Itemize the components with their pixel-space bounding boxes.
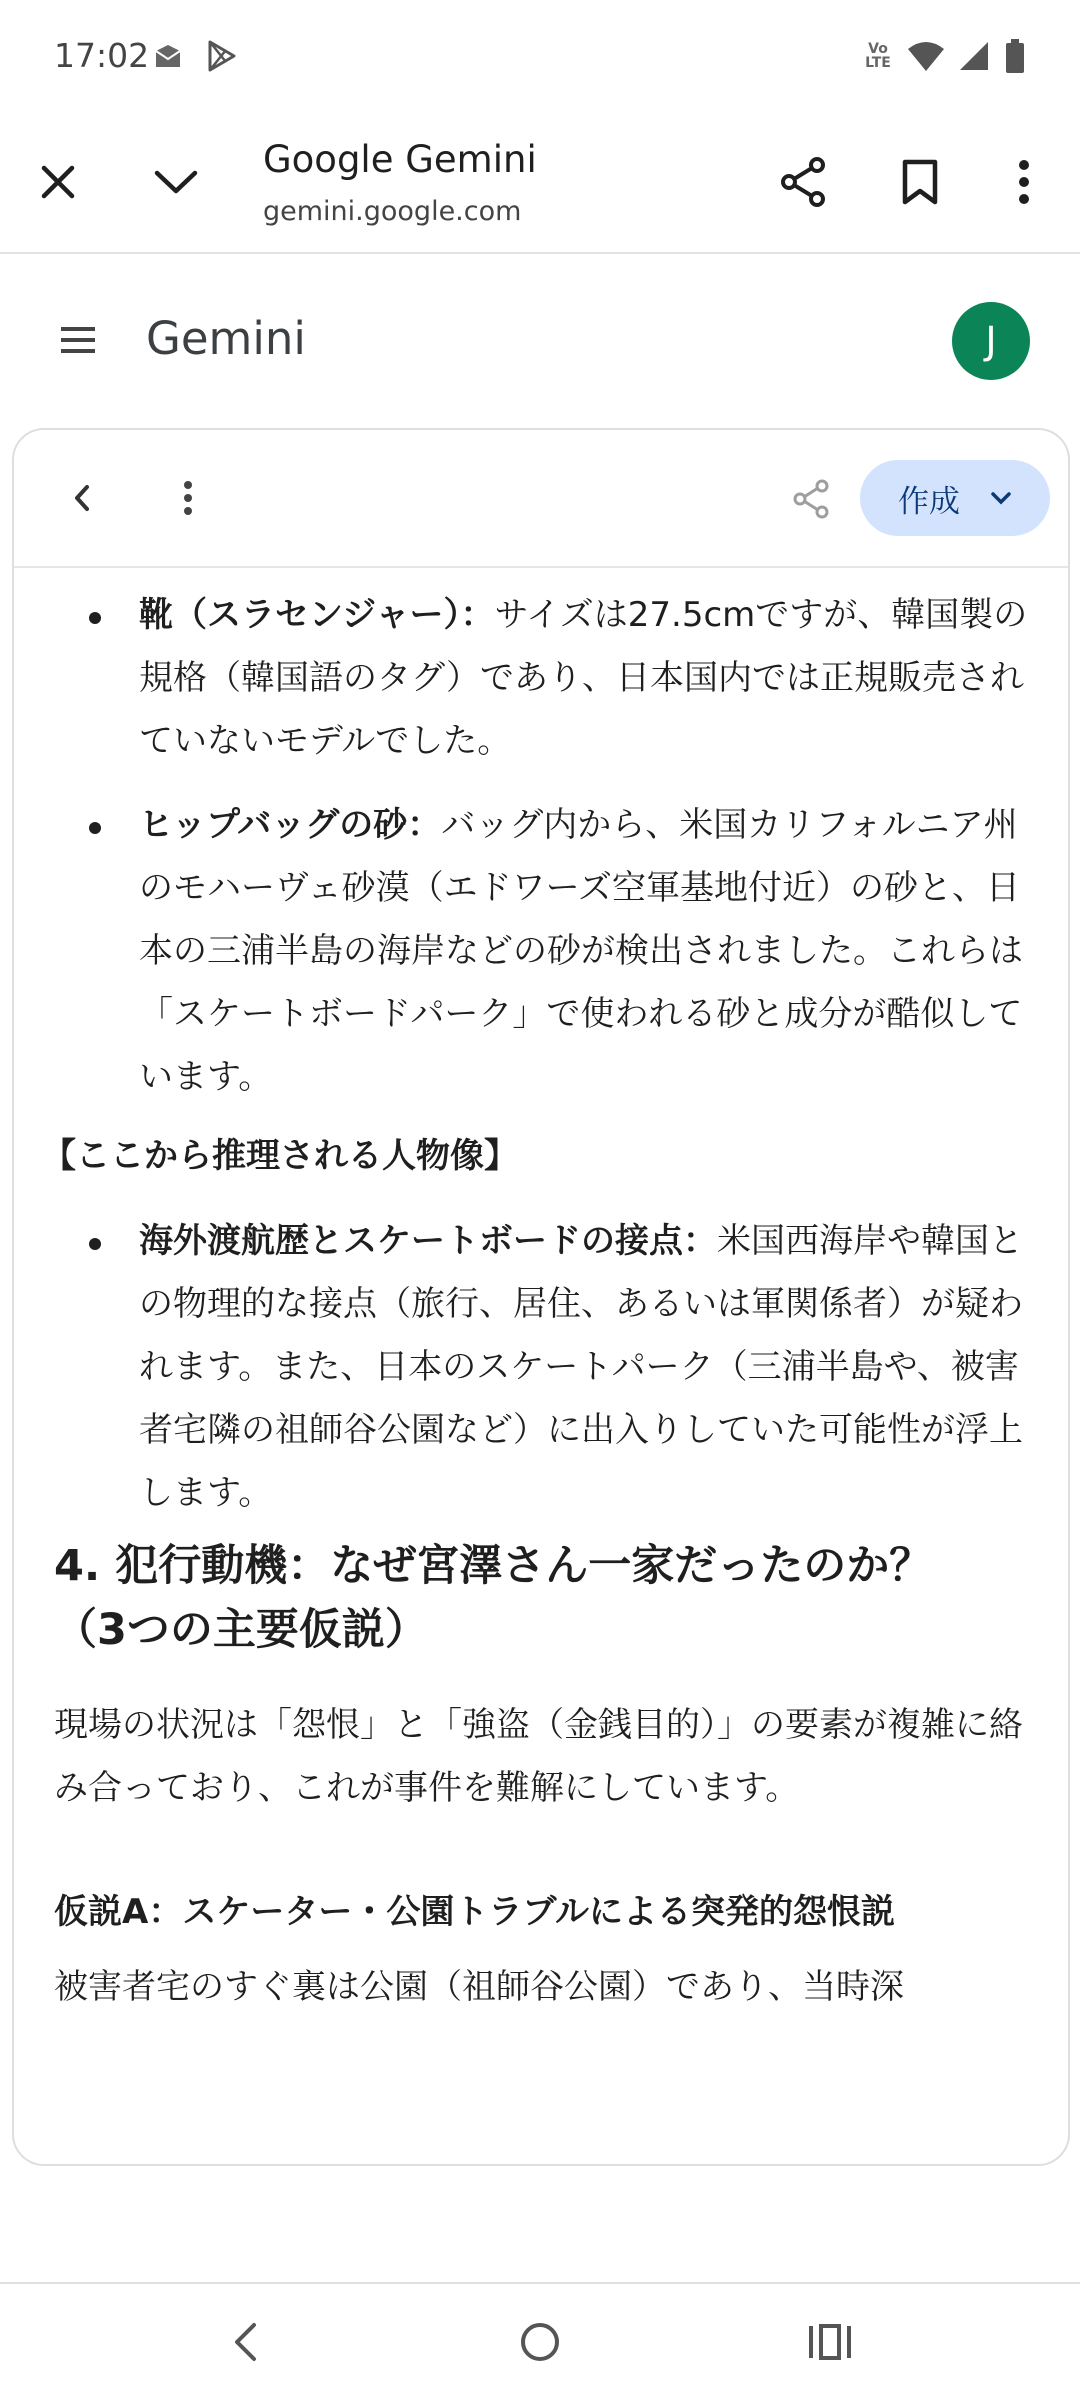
volte-icon: [858, 36, 898, 76]
nav-back-button[interactable]: [190, 2302, 300, 2382]
card-toolbar: [14, 430, 1068, 568]
more-vert-icon: [183, 481, 193, 515]
list-item-title: 海外渡航歴とスケートボードの接点：: [139, 1221, 717, 1261]
home-icon: [518, 2320, 562, 2364]
share-icon: [779, 156, 827, 208]
play-store-icon: [202, 36, 242, 76]
profile-heading: 【ここから推理される人物像】: [42, 1136, 518, 1176]
hypothesis-paragraph: 被害者宅のすぐ裏は公園（祖師谷公園）であり、当時深: [54, 1967, 904, 2007]
chevron-down-icon: [153, 167, 199, 197]
bookmark-button[interactable]: [872, 134, 968, 230]
nav-home-button[interactable]: [485, 2302, 595, 2382]
app-title: Gemini: [146, 312, 306, 365]
chevron-down-icon: [990, 491, 1012, 505]
bookmark-icon: [901, 159, 939, 205]
nav-recents-button[interactable]: [775, 2302, 885, 2382]
section-heading: 4. 犯行動機：なぜ宮澤さん一家だったのか？（3つの主要仮説）: [54, 1541, 933, 1655]
list-item-title: 靴（スラセンジャー）：: [139, 595, 495, 635]
card-share-button[interactable]: [786, 474, 836, 524]
close-tab-button[interactable]: [10, 134, 106, 230]
list-item-text: サイズは27.5cmですが、韓国製の規格（韓国語のタグ）であり、日本国内では正規販売されていないモデルでした。: [139, 595, 1028, 761]
recents-icon: [807, 2322, 853, 2362]
list-item: [139, 584, 1039, 773]
more-options-button[interactable]: [976, 134, 1072, 230]
share-button[interactable]: [755, 134, 851, 230]
create-label: 作成: [898, 483, 960, 520]
status-bar: [0, 0, 1080, 112]
list-item: [139, 794, 1039, 1109]
site-url[interactable]: gemini.google.com: [263, 196, 522, 227]
system-nav-bar: [0, 2282, 1080, 2402]
minimize-tab-button[interactable]: [128, 134, 224, 230]
share-icon: [792, 479, 830, 519]
section-paragraph: 現場の状況は「怨恨」と「強盗（金銭目的）」の要素が複雑に絡み合っており、これが事件を難解にしています。: [54, 1705, 1023, 1808]
wifi-icon: [905, 36, 947, 76]
bullet-marker: [89, 612, 101, 624]
close-icon: [38, 162, 78, 202]
create-button[interactable]: [860, 460, 1050, 536]
bullet-marker: [89, 822, 101, 834]
status-time: 17:02: [54, 36, 150, 75]
list-item-text: 米国西海岸や韓国との物理的な接点（旅行、居住、あるいは軍関係者）が疑われます。また、日本のスケートパーク（三浦半島や、被害者宅隣の祖師谷公園など）に出入りしていた可能性が浮上します。: [139, 1221, 1023, 1513]
back-icon: [230, 2321, 260, 2363]
avatar[interactable]: J: [952, 302, 1030, 380]
content-card: [12, 428, 1070, 2166]
mail-icon: [148, 36, 188, 76]
list-item-text: バッグ内から、米国カリフォルニア州のモハーヴェ砂漠（エドワーズ空軍基地付近）の砂と、日本の三浦半島の海岸などの砂が検出されました。これらは「スケートボードパーク」で使われる砂と成分が酷似しています。: [139, 805, 1023, 1097]
signal-icon: [954, 36, 994, 76]
battery-icon: [1000, 36, 1030, 76]
volte-label: Vo LTE: [865, 41, 891, 71]
back-button[interactable]: [58, 474, 106, 522]
custom-tab-toolbar: [0, 112, 1080, 254]
card-menu-button[interactable]: [164, 474, 212, 522]
response-content: [14, 566, 1068, 2164]
hypothesis-heading: 仮説A：スケーター・公園トラブルによる突発的怨恨説: [54, 1892, 895, 1932]
list-item-title: ヒップバッグの砂：: [139, 805, 442, 845]
list-item: [139, 1210, 1039, 1525]
more-vert-icon: [1018, 160, 1030, 204]
site-title[interactable]: Google Gemini: [263, 138, 537, 181]
menu-button[interactable]: [50, 312, 106, 368]
menu-icon: [59, 326, 97, 354]
chevron-left-icon: [72, 483, 92, 513]
bullet-marker: [89, 1238, 101, 1250]
gemini-header: [0, 252, 1080, 427]
